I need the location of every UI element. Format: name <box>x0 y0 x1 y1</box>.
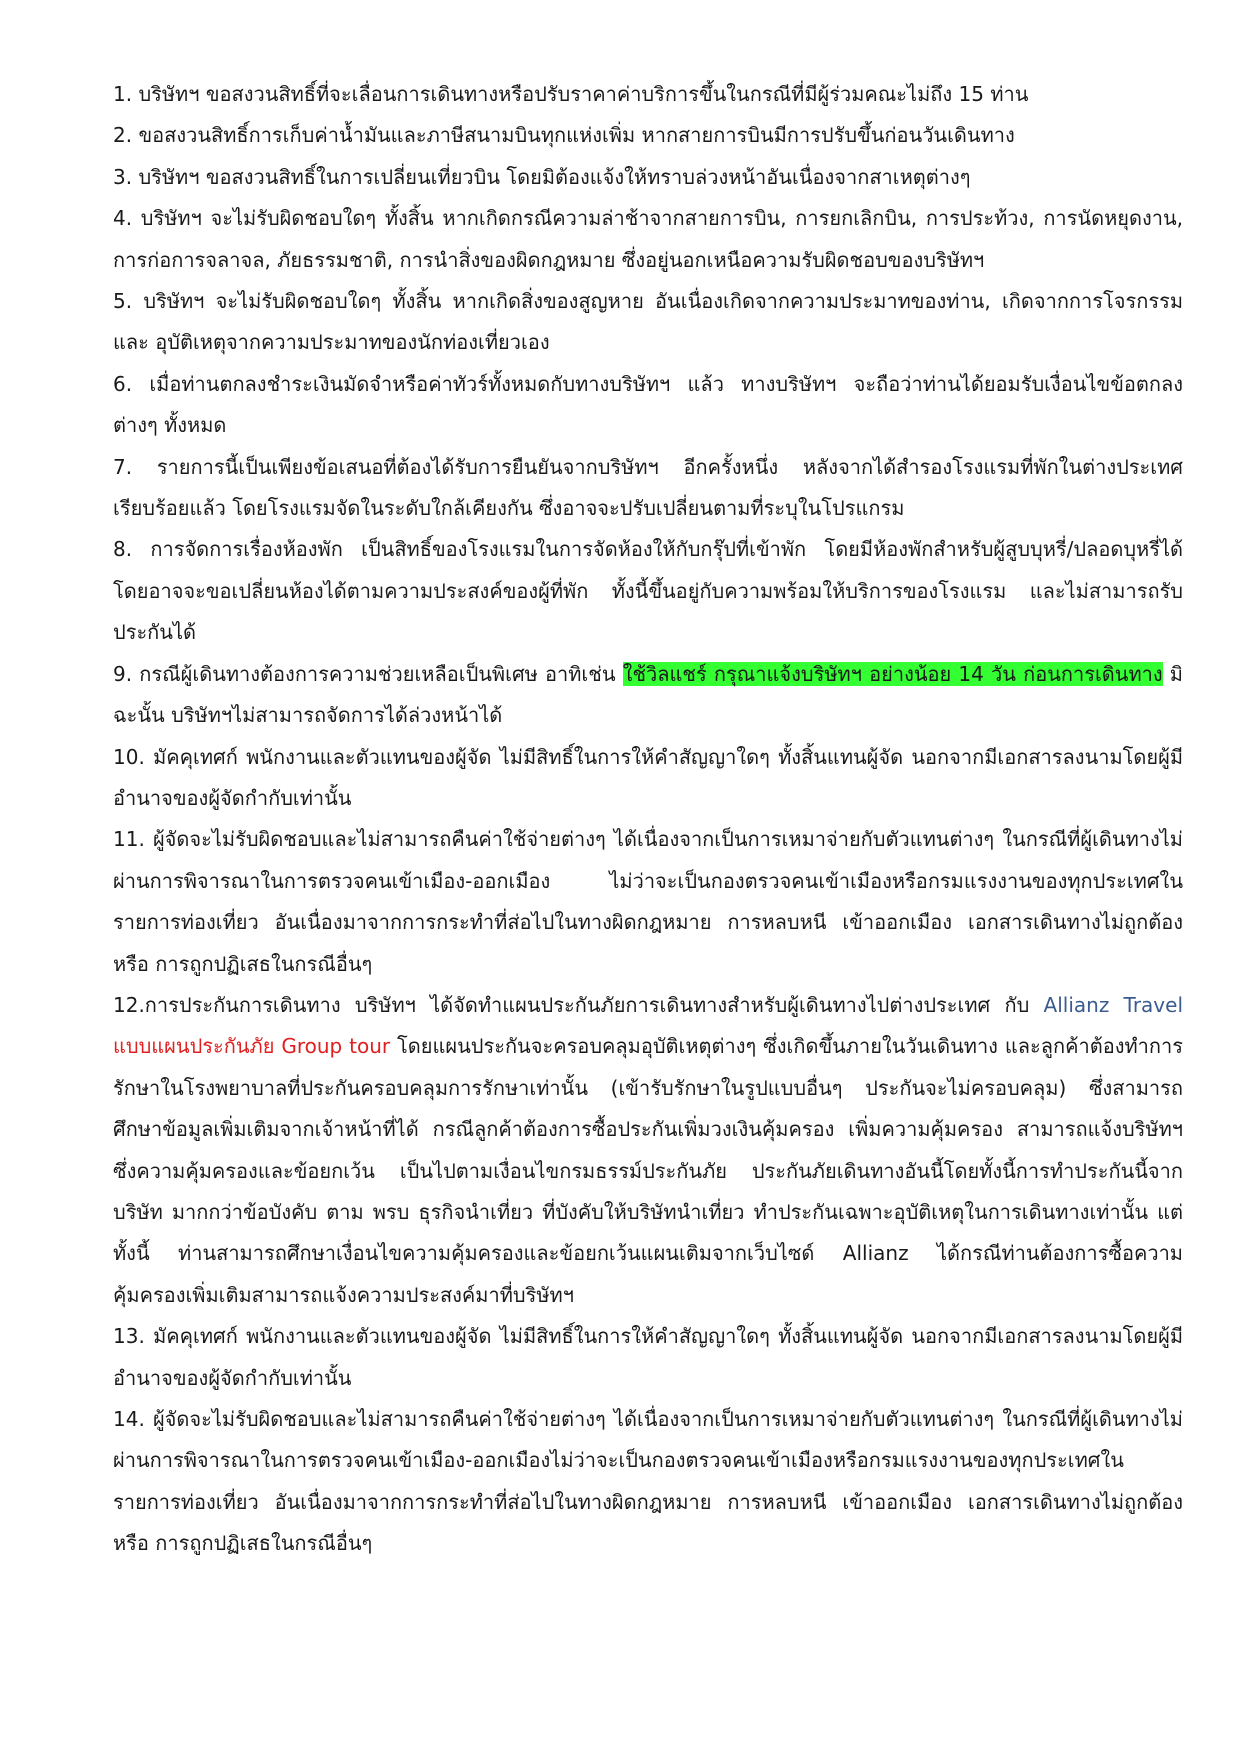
term-6: 6. เมื่อท่านตกลงชำระเงินมัดจำหรือค่าทัวร์ทั้งหมดกับทางบริษัทฯ แล้ว ทางบริษัทฯ จะถือว่าท่านได้ยอมรับเงื่อนไขข้อตกลงต่างๆ ทั้งหมด <box>113 371 1183 438</box>
term-14: 14. ผู้จัดจะไม่รับผิดชอบและไม่สามารถคืนค่าใช้จ่ายต่างๆ ได้เนื่องจากเป็นการเหมาจ่ายกับตัวแทนต่างๆ ในกรณีที่ผู้เดินทางไม่ผ่านการพิจารณาในการตรวจคนเข้าเมือง-ออกเมืองไม่ว่าจะเป็นกองตรวจคนเข้าเมืองหรือกรมแรงงานของทุกประเทศในรายการท่องเที่ยว อันเนื่องมาจากการกระทำที่ส่อไปในทางผิดกฎหมาย การหลบหนี เข้าออกเมือง เอกสารเดินทางไม่ถูกต้อง หรือ การถูกปฏิเสธในกรณีอื่นๆ <box>113 1407 1183 1556</box>
term-8: 8. การจัดการเรื่องห้องพัก เป็นสิทธิ์ของโรงแรมในการจัดห้องให้กับกรุ๊ปที่เข้าพัก โดยมีห้องพักสำหรับผู้สูบบุหรี่/ปลอดบุหรี่ได้ โดยอาจจะขอเปลี่ยนห้องได้ตามความประสงค์ของผู้ที่พัก ทั้งนี้ขึ้นอยู่กับความพร้อมให้บริการของโรงแรม และไม่สามารถรับประกันได้ <box>113 537 1183 645</box>
term-9-highlighted-text: ใช้วิลแชร์ กรุณาแจ้งบริษัทฯ อย่างน้อย 14 วัน ก่อนการเดินทาง <box>622 661 1163 686</box>
term-1: 1. บริษัทฯ ขอสงวนสิทธิ์ที่จะเลื่อนการเดินทางหรือปรับราคาค่าบริการขึ้นในกรณีที่มีผู้ร่วมคณะไม่ถึง 15 ท่าน <box>113 82 1029 106</box>
term-12 <box>113 985 1183 1316</box>
term-3: 3. บริษัทฯ ขอสงวนสิทธิ์ในการเปลี่ยนเที่ยวบิน โดยมิต้องแจ้งให้ทราบล่วงหน้าอันเนื่องจากสาเหตุต่างๆ <box>113 164 971 189</box>
terms-document <box>113 74 1183 1565</box>
term-11: 11. ผู้จัดจะไม่รับผิดชอบและไม่สามารถคืนค่าใช้จ่ายต่างๆ ได้เนื่องจากเป็นการเหมาจ่ายกับตัวแทนต่างๆ ในกรณีที่ผู้เดินทางไม่ผ่านการพิจารณาในการตรวจคนเข้าเมือง-ออกเมือง ไม่ว่าจะเป็นกองตรวจคนเข้าเมืองหรือกรมแรงงานของทุกประเทศในรายการท่องเที่ยว อันเนื่องมาจากการกระทำที่ส่อไปในทางผิดกฎหมาย การหลบหนี เข้าออกเมือง เอกสารเดินทางไม่ถูกต้อง หรือ การถูกปฏิเสธในกรณีอื่นๆ <box>113 827 1183 976</box>
term-12-intro: 12.การประกันการเดินทาง บริษัทฯ ได้จัดทำแผนประกันภัยการเดินทางสำหรับผู้เดินทางไปต่างประเทศ กับ <box>113 992 1044 1017</box>
term-2: 2. ขอสงวนสิทธิ์การเก็บค่าน้ำมันและภาษีสนามบินทุกแห่งเพิ่ม หากสายการบินมีการปรับขึ้นก่อนวันเดินทาง <box>113 123 1015 148</box>
group-tour-plan-text: แบบแผนประกันภัย Group tour <box>113 1034 391 1059</box>
term-9-intro: 9. กรณีผู้เดินทางต้องการความช่วยเหลือเป็นพิเศษ อาทิเช่น <box>113 661 623 686</box>
term-10: 10. มัคคุเทศก์ พนักงานและตัวแทนของผู้จัด ไม่มีสิทธิ์ในการให้คำสัญญาใดๆ ทั้งสิ้นแทนผู้จัด นอกจากมีเอกสารลงนามโดยผู้มีอำนาจของผู้จัดกำกับเท่านั้น <box>113 744 1183 810</box>
term-12-body: โดยแผนประกันจะครอบคลุมอุบัติเหตุต่างๆ ซึ่งเกิดขึ้นภายในวันเดินทาง และลูกค้าต้องทำการรักษาในโรงพยาบาลที่ประกันครอบคลุมการรักษาเท่านั้น (เข้ารับรักษาในรูปแบบอื่นๆ ประกันจะไม่ครอบคลุม) ซึ่งสามารถศึกษาข้อมูลเพิ่มเติมจากเจ้าหน้าที่ได้ กรณีลูกค้าต้องการซื้อประกันเพิ่มวงเงินคุ้มครอง เพิ่มความคุ้มครอง สามารถแจ้งบริษัทฯ ซึ่งความคุ้มครองและข้อยกเว้น เป็นไปตามเงื่อนไขกรมธรรม์ประกันภัย ประกันภัยเดินทางอันนี้โดยทั้งนี้การทำประกันนี้จากบริษัท มากกว่าข้อบังคับ ตาม พรบ ธุรกิจนำเที่ยว ที่บังคับให้บริษัทนำเที่ยว ทำประกันเฉพาะอุบัติเหตุในการเดินทางเท่านั้น แต่ทั้งนี้ ท่านสามารถศึกษาเงื่อนไขความคุ้มครองและข้อยกเว้นแผนเติมจากเว็บไซด์ Allianz ได้กรณีท่านต้องการซื้อความคุ้มครองเพิ่มเติมสามารถแจ้งความประสงค์มาที่บริษัทฯ <box>113 1034 1183 1307</box>
term-9 <box>113 654 1183 737</box>
term-7: 7. รายการนี้เป็นเพียงข้อเสนอที่ต้องได้รับการยืนยันจากบริษัทฯ อีกครั้งหนึ่ง หลังจากได้สำรองโรงแรมที่พักในต่างประเทศเรียบร้อยแล้ว โดยโรงแรมจัดในระดับใกล้เคียงกัน ซึ่งอาจจะปรับเปลี่ยนตามที่ระบุในโปรแกรม <box>113 454 1183 521</box>
term-4: 4. บริษัทฯ จะไม่รับผิดชอบใดๆ ทั้งสิ้น หากเกิดกรณีความล่าช้าจากสายการบิน, การยกเลิกบิน, การประท้วง, การนัดหยุดงาน, การก่อการจลาจล, ภัยธรรมชาติ, การนำสิ่งของผิดกฎหมาย ซึ่งอยู่นอกเหนือความรับผิดชอบของบริษัทฯ <box>113 206 1183 272</box>
allianz-travel-text: Allianz Travel <box>1043 992 1183 1017</box>
term-5: 5. บริษัทฯ จะไม่รับผิดชอบใดๆ ทั้งสิ้น หากเกิดสิ่งของสูญหาย อันเนื่องเกิดจากความประมาทของท่าน, เกิดจากการโจรกรรม และ อุบัติเหตุจากความประมาทของนักท่องเที่ยวเอง <box>113 289 1183 355</box>
term-9-ending: มิฉะนั้น บริษัทฯไม่สามารถจัดการได้ล่วงหน้าได้ <box>113 661 1183 728</box>
term-13: 13. มัคคุเทศก์ พนักงานและตัวแทนของผู้จัด ไม่มีสิทธิ์ในการให้คำสัญญาใดๆ ทั้งสิ้นแทนผู้จัด นอกจากมีเอกสารลงนามโดยผู้มีอำนาจของผู้จัดกำกับเท่านั้น <box>113 1324 1183 1390</box>
